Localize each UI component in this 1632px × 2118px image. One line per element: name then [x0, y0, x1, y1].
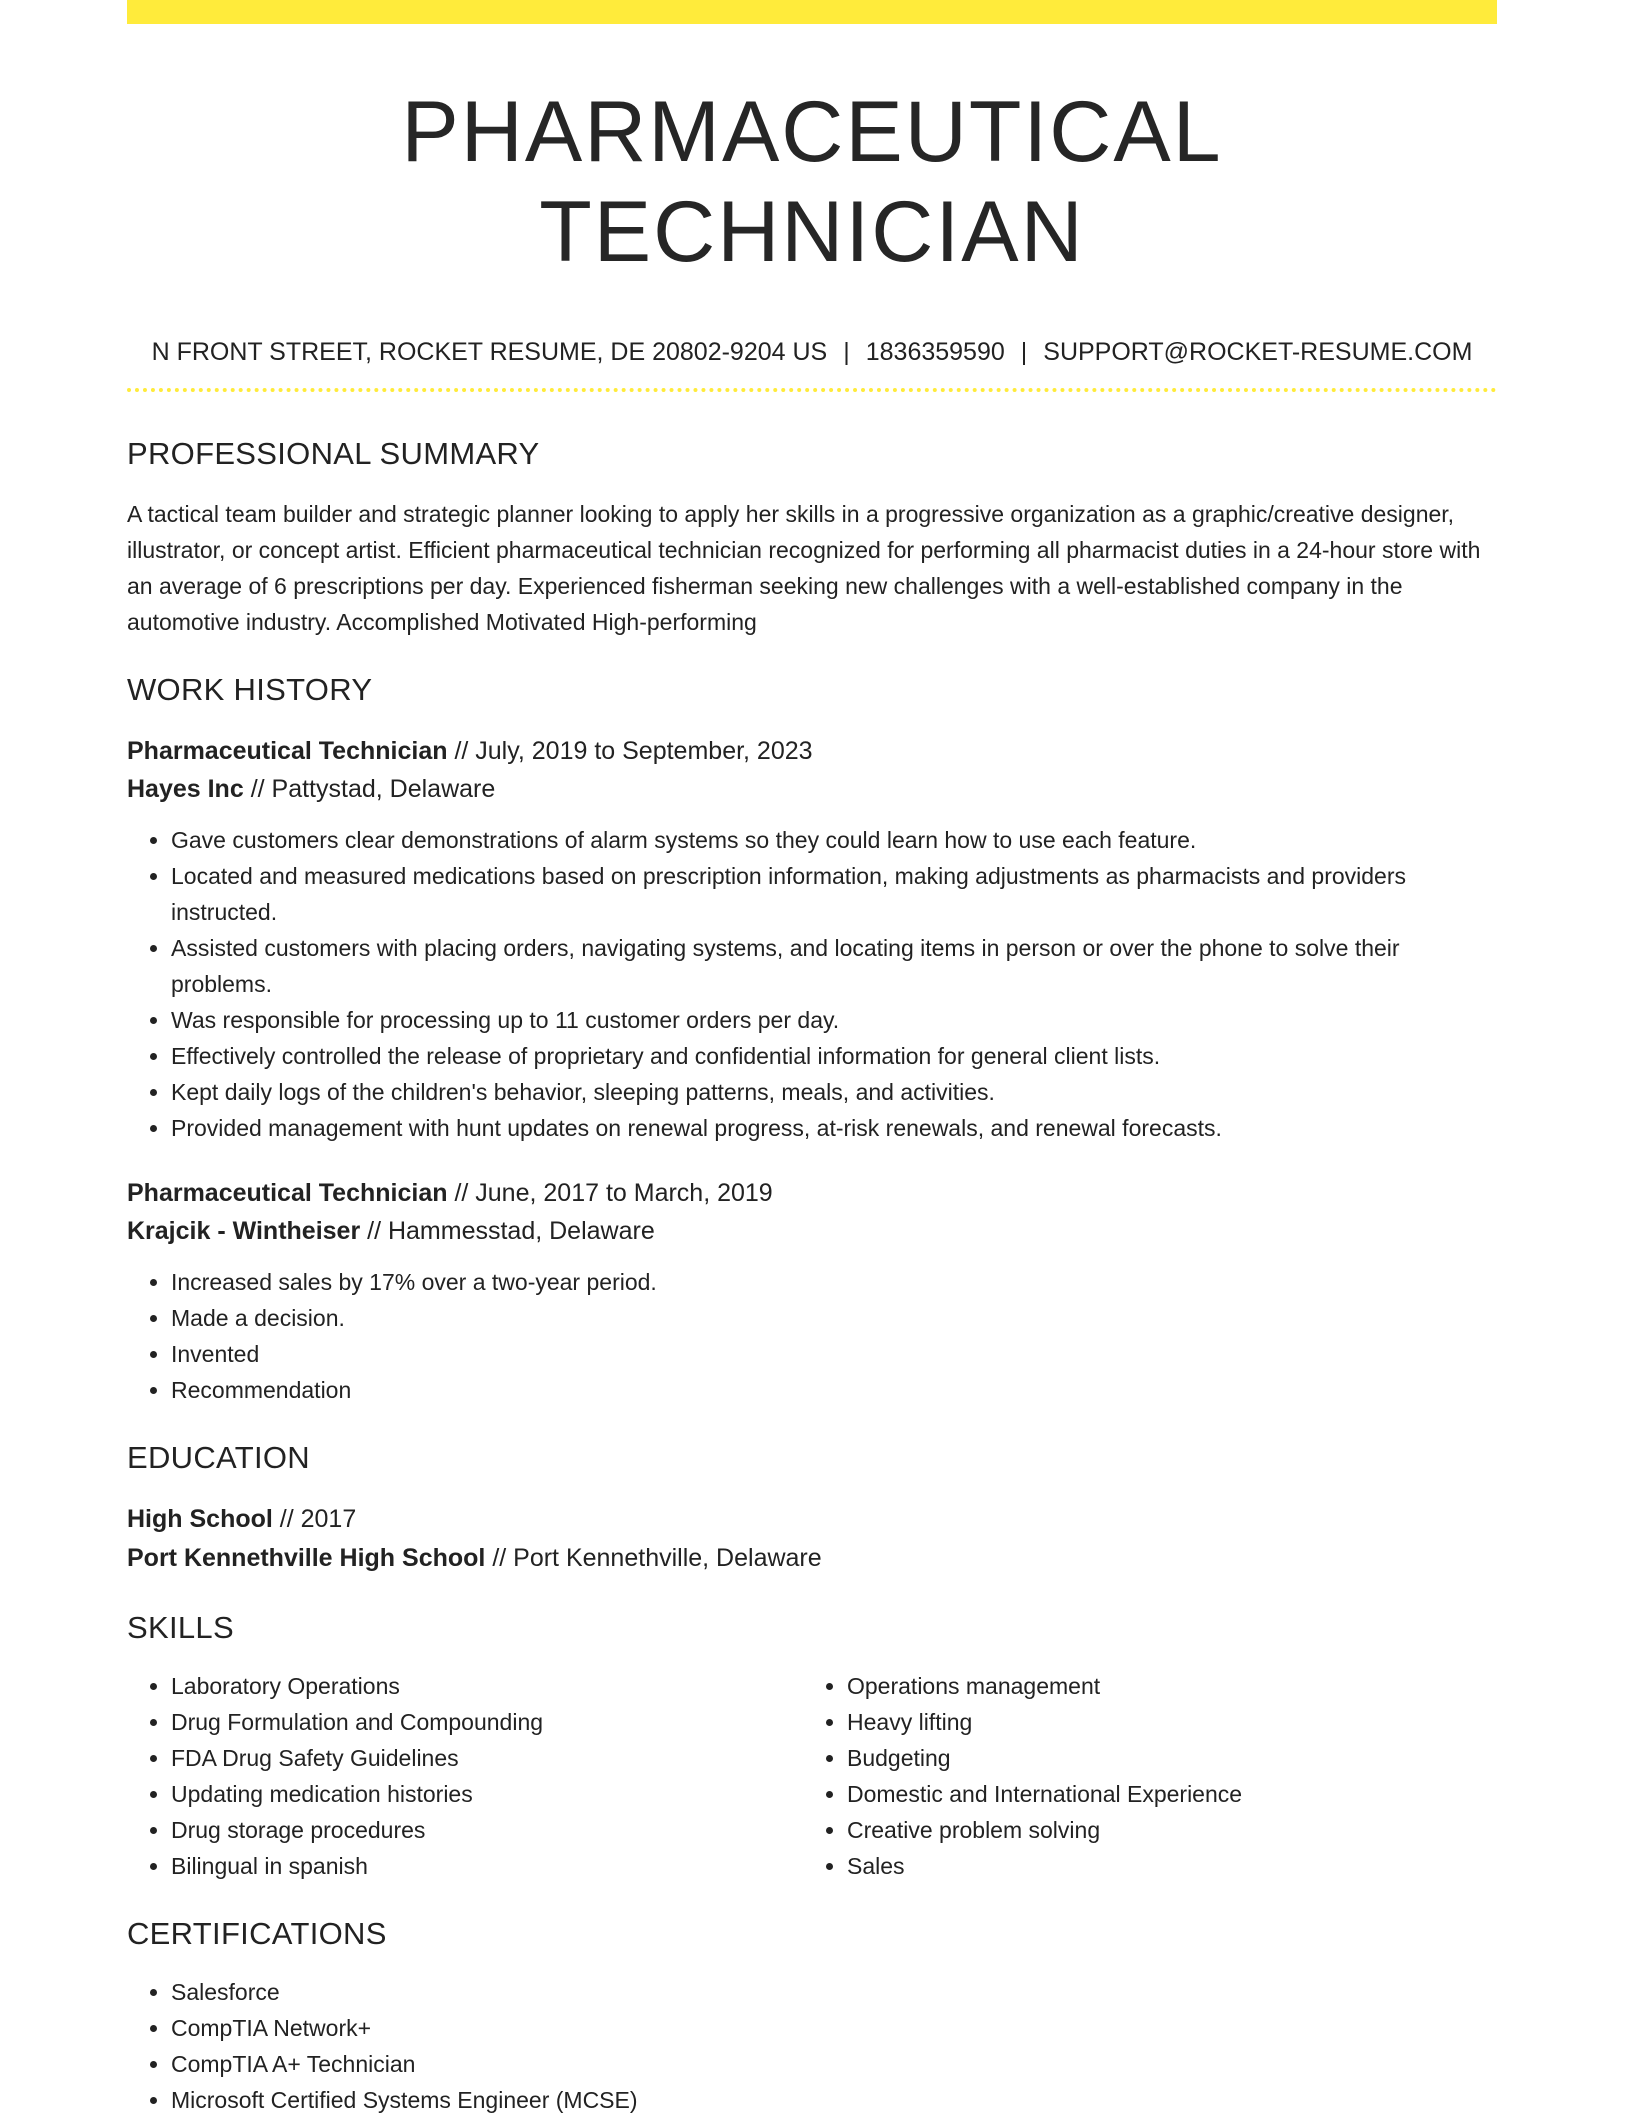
- list-item: • Sales: [847, 1848, 1479, 1884]
- job-company: Krajcik - Wintheiser: [127, 1217, 361, 1245]
- skills-right-column: [803, 1668, 1479, 1884]
- list-item: • Drug Formulation and Compounding: [171, 1704, 803, 1740]
- contact-phone: 1836359590: [865, 338, 1005, 366]
- resume-page: [127, 0, 1497, 2118]
- list-item: • Recommendation: [171, 1372, 1497, 1408]
- education-school-line: [127, 1539, 1497, 1578]
- job-title: Pharmaceutical Technician: [127, 737, 448, 765]
- summary-text: A tactical team builder and strategic planner looking to apply her skills in a progressive organization as a graphic/creative designer, illustrator, or concept artist. Efficient pharmaceutical technician recognized for performing all pharmacist duties in a 24-hour store with an average of 6 prescriptions per day. Experienced fisherman seeking new challenges with a well-established company in the automotive industry. Accomplished Motivated High-performing: [127, 501, 1481, 635]
- list-item: • CompTIA A+ Technician: [171, 2046, 1497, 2082]
- skills-heading: SKILLS: [127, 1610, 234, 1645]
- list-item: • Drug storage procedures: [171, 1812, 803, 1848]
- list-item: • Located and measured medications based on prescription information, making adjustments as pharmacists and providers instructed.: [171, 858, 1497, 930]
- list-item: • Was responsible for processing up to 11 customer orders per day.: [171, 1002, 1497, 1038]
- education-degree-line: [127, 1500, 1497, 1539]
- list-item: • Salesforce: [171, 1974, 1497, 2010]
- list-item: • Made a decision.: [171, 1300, 1497, 1336]
- list-item: • CompTIA Network+: [171, 2010, 1497, 2046]
- certifications-list: [127, 1974, 1497, 2118]
- job-dates: // June, 2017 to March, 2019: [447, 1179, 773, 1207]
- job-location: // Hammesstad, Delaware: [360, 1217, 655, 1245]
- list-item: • Budgeting: [847, 1740, 1479, 1776]
- list-item: • Domestic and International Experience: [847, 1776, 1479, 1812]
- list-item: • Increased sales by 17% over a two-year period.: [171, 1264, 1497, 1300]
- job-dates: // July, 2019 to September, 2023: [447, 737, 813, 765]
- contact-separator: |: [1020, 338, 1028, 366]
- certifications-section: [127, 1914, 1497, 2118]
- contact-email: SUPPORT@ROCKET-RESUME.COM: [1043, 338, 1473, 366]
- job-entry: [127, 1174, 1497, 1408]
- contact-line: [127, 336, 1497, 368]
- job-company: Hayes Inc: [127, 775, 244, 803]
- skills-columns: [127, 1668, 1497, 1884]
- candidate-name: PHARMACEUTICAL TECHNICIAN: [401, 84, 1223, 280]
- list-item: • Kept daily logs of the children's behavior, sleeping patterns, meals, and activities.: [171, 1074, 1497, 1110]
- dotted-divider: [127, 388, 1497, 392]
- accent-top-bar: [127, 0, 1497, 24]
- job-title-line: [127, 732, 1497, 770]
- education-location: // Port Kennethville, Delaware: [485, 1544, 822, 1572]
- work-history-section: [127, 670, 1497, 1408]
- summary-section: [127, 434, 1497, 640]
- list-item: • Assisted customers with placing orders, navigating systems, and locating items in person or over the phone to solve their problems.: [171, 930, 1497, 1002]
- list-item: • Creative problem solving: [847, 1812, 1479, 1848]
- job-bullets: [127, 822, 1497, 1146]
- contact-address: N FRONT STREET, ROCKET RESUME, DE 20802-9204 US: [151, 338, 828, 366]
- list-item: • Gave customers clear demonstrations of alarm systems so they could learn how to use each feature.: [171, 822, 1497, 858]
- education-degree: High School: [127, 1505, 273, 1533]
- list-item: • FDA Drug Safety Guidelines: [171, 1740, 803, 1776]
- job-title: Pharmaceutical Technician: [127, 1179, 448, 1207]
- education-section: [127, 1438, 1497, 1578]
- summary-heading: PROFESSIONAL SUMMARY: [127, 436, 540, 471]
- education-entry: [127, 1500, 1497, 1578]
- list-item: • Operations management: [847, 1668, 1479, 1704]
- list-item: • Provided management with hunt updates on renewal progress, at-risk renewals, and renewal forecasts.: [171, 1110, 1497, 1146]
- job-company-line: [127, 770, 1497, 808]
- education-school: Port Kennethville High School: [127, 1544, 486, 1572]
- job-company-line: [127, 1212, 1497, 1250]
- list-item: • Effectively controlled the release of proprietary and confidential information for general client lists.: [171, 1038, 1497, 1074]
- education-year: // 2017: [272, 1505, 357, 1533]
- education-heading: EDUCATION: [127, 1440, 310, 1475]
- list-item: • Heavy lifting: [847, 1704, 1479, 1740]
- list-item: • Bilingual in spanish: [171, 1848, 803, 1884]
- list-item: • Invented: [171, 1336, 1497, 1372]
- job-bullets: [127, 1264, 1497, 1408]
- contact-separator: |: [843, 338, 850, 366]
- work-history-heading: WORK HISTORY: [127, 672, 373, 707]
- job-location: // Pattystad, Delaware: [243, 775, 496, 803]
- job-title-line: [127, 1174, 1497, 1212]
- list-item: • Laboratory Operations: [171, 1668, 803, 1704]
- job-entry: [127, 732, 1497, 1146]
- list-item: • Updating medication histories: [171, 1776, 803, 1812]
- skills-section: [127, 1608, 1497, 1884]
- list-item: • Microsoft Certified Systems Engineer (MCSE): [171, 2082, 1497, 2118]
- certifications-heading: CERTIFICATIONS: [127, 1916, 387, 1951]
- skills-left-column: [127, 1668, 803, 1884]
